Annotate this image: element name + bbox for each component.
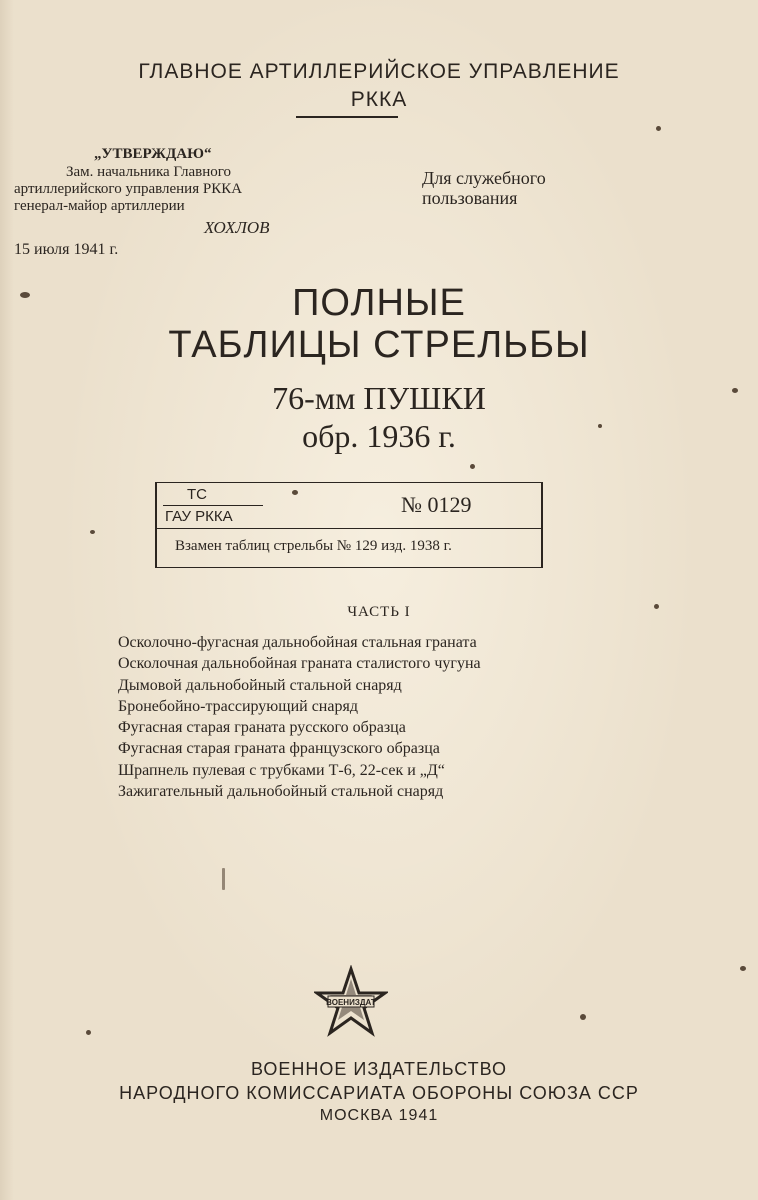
organization-line-2: РККА — [350, 88, 408, 111]
paper-stain — [732, 388, 738, 393]
list-item: Зажигательный дальнобойный стальной снаряд — [118, 783, 444, 801]
paper-stain — [20, 292, 30, 298]
list-item: Фугасная старая граната русского образца — [118, 719, 406, 737]
list-item: Осколочно-фугасная дальнобойная стальная граната — [118, 634, 477, 651]
paper-stain — [222, 868, 225, 890]
approval-date: 15 июля 1941 г. — [14, 241, 119, 258]
registry-box-bottom-rule — [157, 567, 541, 568]
list-item: Дымовой дальнобойный стальной снаряд — [118, 676, 402, 694]
title-line-1: ПОЛНЫЕ — [292, 282, 466, 324]
restriction-line-2: пользования — [422, 188, 518, 208]
emblem-label: ВОЕНИЗДАТ — [326, 998, 376, 1007]
paper-stain — [90, 530, 95, 534]
paper-stain — [656, 126, 661, 131]
publisher-line-1: ВОЕННОЕ ИЗДАТЕЛЬСТВО — [250, 1059, 508, 1079]
approval-position-line: Зам. начальника Главного — [66, 164, 232, 180]
paper-stain — [292, 490, 298, 495]
approval-department-line: артиллерийского управления РККА — [14, 181, 243, 197]
registry-number: № 0129 — [401, 492, 472, 517]
registry-box-middle-rule — [157, 528, 541, 529]
approval-heading: „УТВЕРЖДАЮ“ — [94, 146, 212, 162]
part-label: ЧАСТЬ I — [347, 604, 411, 620]
contents-list — [118, 632, 481, 802]
paper-stain — [580, 1014, 586, 1020]
organization-line-1: ГЛАВНОЕ АРТИЛЛЕРИЙСКОЕ УПРАВЛЕНИЕ — [138, 60, 620, 83]
restriction-notice — [422, 168, 546, 208]
paper-stain — [598, 424, 602, 428]
publisher-line-2: НАРОДНОГО КОМИССАРИАТА ОБОРОНЫ СОЮЗА ССР — [119, 1083, 639, 1103]
list-item: Шрапнель пулевая с трубками Т-6, 22-сек и „Д“ — [118, 761, 445, 779]
restriction-line-1: Для служебного — [422, 168, 546, 188]
list-item: Бронебойно-трассирующий снаряд — [118, 697, 358, 715]
paper-stain — [470, 464, 475, 469]
title-line-2: ТАБЛИЦЫ СТРЕЛЬБЫ — [168, 324, 590, 366]
paper-stain — [654, 604, 659, 609]
publisher-city-year: МОСКВА 1941 — [319, 1107, 439, 1124]
paper-stain — [86, 1030, 91, 1035]
red-star-publisher-icon — [314, 965, 388, 1039]
emblem-graphic — [314, 965, 388, 1039]
approval-rank-line: генерал-майор артиллерии — [14, 198, 185, 214]
title-line-3: 76-мм ПУШКИ — [272, 380, 486, 416]
list-item: Осколочная дальнобойная граната сталистого чугуна — [118, 655, 481, 673]
registry-replacement-note: Взамен таблиц стрельбы № 129 изд. 1938 г. — [175, 538, 452, 554]
approval-signature: ХОХЛОВ — [204, 218, 270, 237]
header-underline — [296, 116, 398, 118]
registry-code-divider — [163, 505, 263, 506]
registry-box-top-rule — [157, 482, 541, 483]
registry-code-bottom: ГАУ РККА — [165, 508, 233, 525]
registry-code-top: ТС — [187, 486, 207, 503]
list-item: Фугасная старая граната французского образца — [118, 740, 440, 758]
registry-box — [155, 482, 543, 568]
paper-stain — [740, 966, 746, 971]
title-line-4: обр. 1936 г. — [302, 418, 456, 454]
